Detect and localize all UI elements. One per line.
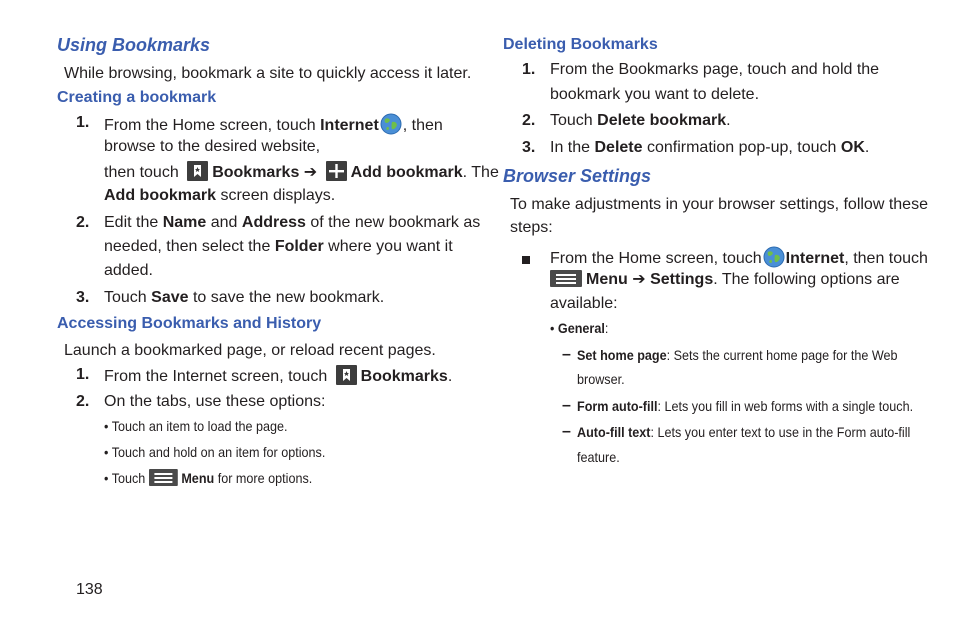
text: and [210,214,238,231]
text: screen displays. [220,187,336,204]
text: : Lets you fill in web forms with a single touch. [657,398,914,414]
bullet: • [104,418,109,434]
globe-icon [763,246,785,268]
globe-icon [380,113,402,135]
text: : [604,320,609,336]
step-line [104,237,453,257]
address-label: Address [241,214,306,231]
text: , then touch [844,250,928,267]
text: Touch an item to load the page. [111,418,288,434]
set-home-page-label: Set home page [577,347,667,363]
setting-item: browser. [577,371,625,387]
name-label: Name [162,214,207,231]
setting-item: feature. [577,449,620,465]
accessing-intro: Launch a bookmarked page, or reload recent pages. [64,342,436,359]
text: for more options. [217,470,313,486]
general-item [550,319,608,337]
bookmark-icon [336,365,357,385]
step-line [104,186,335,206]
text: Touch [550,112,593,129]
text: then touch [104,164,179,181]
step-line: browse to the desired website, [104,138,321,155]
browser-intro: To make adjustments in your browser settings, follow these [510,196,928,213]
plus-icon [326,161,347,181]
text: , then [402,117,443,134]
delete-bookmark-label: Delete bookmark [597,112,727,129]
internet-label: Internet [320,117,379,134]
add-bookmark-label: Add bookmark [350,164,463,181]
browser-intro: steps: [510,219,553,236]
bookmarks-label: Bookmarks [212,164,300,181]
step-line [104,365,452,387]
step-line [550,138,869,158]
bullet: • [104,470,109,486]
step-line [550,270,900,290]
option-item [104,469,312,487]
text: of the new bookmark as [310,214,481,231]
step-line [104,161,499,183]
text: From the Home screen, touch [104,117,316,134]
text: : Lets you enter text to use in the Form auto-fill [650,424,911,440]
arrow: ➔ [632,271,646,288]
text: . The following options are [713,271,900,288]
text: : Sets the current home page for the Web [666,347,898,363]
step-line [104,288,384,308]
square-bullet [522,251,530,269]
step-number: 1. [522,61,536,78]
page-number: 138 [76,581,103,598]
internet-label: Internet [785,250,845,267]
step-line: added. [104,262,153,279]
form-auto-fill-label: Form auto-fill [577,398,658,414]
step-number: 1. [76,366,90,383]
auto-fill-text-label: Auto-fill text [577,424,651,440]
step-number: 2. [76,393,90,410]
subsection-title-creating: Creating a bookmark [57,89,217,106]
option-item [104,443,325,461]
bookmark-icon [187,161,208,181]
subsection-title-accessing: Accessing Bookmarks and History [57,315,322,332]
dash: – [562,397,571,414]
step-number: 2. [522,112,536,129]
step-line: On the tabs, use these options: [104,393,326,410]
using-intro: While browsing, bookmark a site to quickly access it later. [64,65,472,82]
step-line [104,213,480,233]
menu-label: Menu [586,271,628,288]
setting-item [577,346,898,364]
step-number: 3. [522,139,536,156]
text: Touch and hold on an item for options. [111,444,326,460]
text: to save the new bookmark. [192,289,385,306]
step-line: From the Bookmarks page, touch and hold the [550,61,880,78]
option-item [104,417,288,435]
step-number: 3. [76,289,90,306]
text: . [447,368,453,385]
text: From the Internet screen, touch [104,368,328,385]
text: Touch [111,470,146,486]
dash: – [562,346,571,363]
subsection-title-deleting: Deleting Bookmarks [503,36,658,53]
text: where you want it [328,238,453,255]
step-number: 2. [76,214,90,231]
step-line: available: [550,295,618,312]
step-line: bookmark you want to delete. [550,86,760,103]
delete-label: Delete [594,139,643,156]
step-number: 1. [76,114,90,131]
step-line [550,246,928,269]
step-line [104,113,443,136]
text: confirmation pop-up, touch [646,139,837,156]
text: . [726,112,731,129]
ok-label: OK [840,139,865,156]
general-label: General [557,320,605,336]
section-title-browser-settings: Browser Settings [503,166,652,186]
bullet: • [104,444,109,460]
text: Touch [104,289,147,306]
text: From the Home screen, touch [550,250,762,267]
arrow: ➔ [303,164,318,181]
setting-item [577,397,913,415]
bullet: • [550,320,555,336]
menu-icon [149,469,178,486]
text: Edit the [104,214,159,231]
text: . The [462,164,499,181]
bookmarks-label: Bookmarks [360,368,448,385]
save-label: Save [151,289,189,306]
menu-label: Menu [181,470,215,486]
text: . [864,139,870,156]
step-line [550,111,731,131]
add-bookmark-label: Add bookmark [104,187,217,204]
text: In the [550,139,591,156]
menu-icon [550,270,582,287]
setting-item [577,423,910,441]
dash: – [562,423,571,440]
section-title-using-bookmarks: Using Bookmarks [57,35,211,55]
text: needed, then select the [104,238,271,255]
settings-label: Settings [650,271,714,288]
folder-label: Folder [274,238,324,255]
